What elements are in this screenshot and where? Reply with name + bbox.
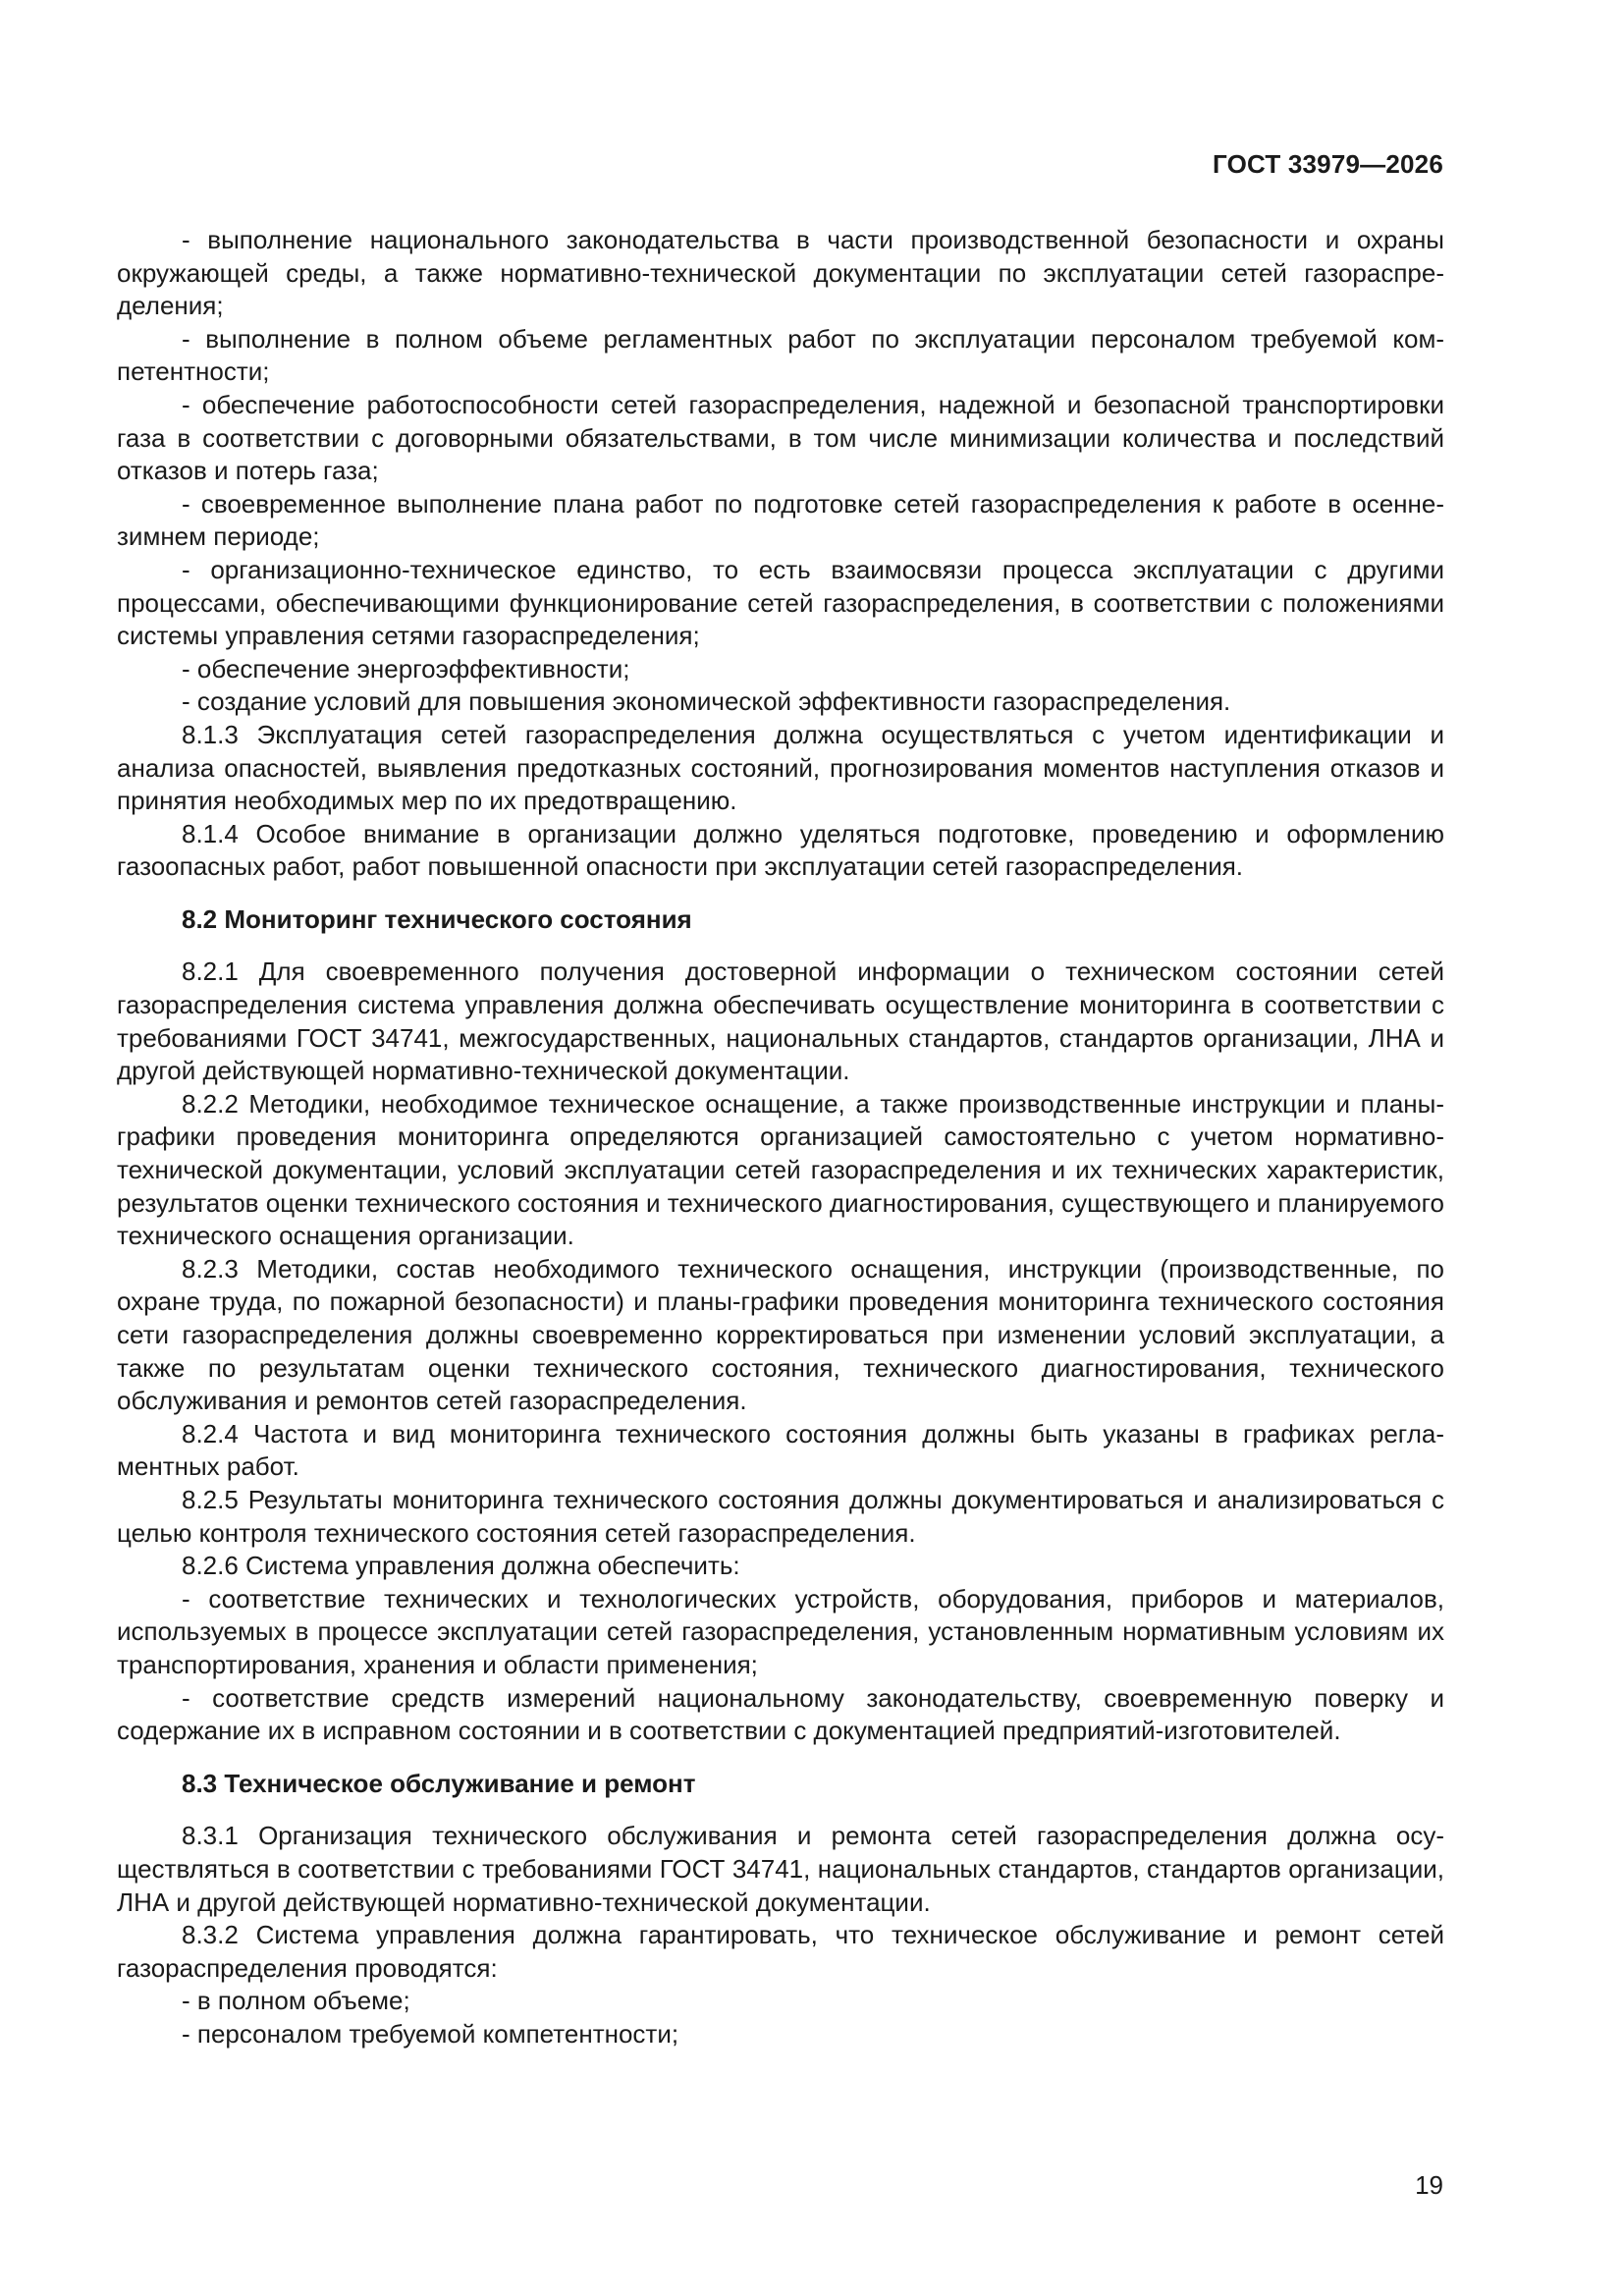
page-body [117, 224, 1444, 2050]
paragraph-8-2-1: 8.2.1 Для своевременного получения достоверной информации о техническом состоянии сетей газораспределения система управления должна обеспечивать осуществление мониторинга в соответствии с требованиями ГОСТ 34741, межгосударственных, национальных стандартов, стандартов организации, ЛНА и другой действующей нормативно-технической документации. [117, 957, 1444, 1086]
paragraph-8-1-3: 8.1.3 Эксплуатация сетей газораспределения должна осуществляться с учетом идентификации и анализа опасностей, выявления предотказных состояний, прогнозирования моментов наступления отказов и принятия необходимых мер по их предотвращению. [117, 719, 1444, 816]
paragraph-8-2-2: 8.2.2 Методики, необходимое техническое оснащение, а также производственные инструкции и планы-графики проведения мониторинга определяются организацией самостоятельно с учетом нормативно-технической документации, условий эксплуатации сетей газораспределения и их технических характеристик, результатов оценки технического состояния и технического диагностирования, существующего и планируемого технического оснащения организации. [117, 1088, 1444, 1251]
paragraph-8-3-2: 8.3.2 Система управления должна гарантировать, что техническое обслуживание и ремонт сетей газораспределения проводятся: [117, 1920, 1444, 1983]
paragraph-8-2-6: 8.2.6 Система управления должна обеспечить: [182, 1551, 740, 1581]
list-item: - создание условий для повышения экономической эффективности газораспределения. [182, 686, 1231, 717]
list-item: - соответствие средств измерений национальному законодательству, своевременную поверку и содержание их в исправном состоянии и в соответствии с документацией предприятий-изготовителей. [117, 1682, 1444, 1746]
list-item: - выполнение в полном объеме регламентных работ по эксплуатации персоналом требуемой компетентности; [117, 323, 1444, 387]
section-heading-8-3: 8.3 Техническое обслуживание и ремонт [182, 1768, 696, 1798]
list-item: - соответствие технических и технологических устройств, оборудования, приборов и материалов, используемых в процессе эксплуатации сетей газораспределения, установленным нормативным условиям их транспортирования, хранения и области применения; [117, 1583, 1444, 1679]
list-item: - организационно-техническое единство, то есть взаимосвязи процесса эксплуатации с другими процессами, обеспечивающими функционирование сетей газораспределения, в соответствии с положениями системы управления сетями газораспределения; [117, 554, 1444, 651]
paragraph-8-2-4: 8.2.4 Частота и вид мониторинга технического состояния должны быть указаны в графиках регламентных работ. [117, 1418, 1444, 1482]
list-item: - обеспечение энергоэффективности; [182, 653, 630, 683]
paragraph-8-2-5: 8.2.5 Результаты мониторинга технического состояния должны документироваться и анализироваться с целью контроля технического состояния сетей газораспределения. [117, 1484, 1444, 1548]
list-item: - выполнение национального законодательства в части производственной безопасности и охраны окружающей среды, а также нормативно-технической документации по эксплуатации сетей газораспределения; [117, 225, 1444, 321]
list-item: - в полном объеме; [182, 1986, 410, 2016]
page-number: 19 [1415, 2170, 1443, 2200]
paragraph-8-2-3: 8.2.3 Методики, состав необходимого технического оснащения, инструкции (производственные, по охране труда, по пожарной безопасности) и планы-графики проведения мониторинга технического состояния сети газораспределения должны своевременно корректироваться при изменении условий эксплуатации, а также по результатам оценки технического состояния, технического диагностирования, технического обслуживания и ремонтов сетей газораспределения. [117, 1253, 1444, 1416]
list-item: - персоналом требуемой компетентности; [182, 2018, 679, 2049]
section-heading-8-2: 8.2 Мониторинг технического состояния [182, 903, 692, 934]
list-item: - обеспечение работоспособности сетей газораспределения, надежной и безопасной транспортировки газа в соответствии с договорными обязательствами, в том числе минимизации количества и последствий отказов и потерь газа; [117, 389, 1444, 486]
paragraph-8-1-4: 8.1.4 Особое внимание в организации должно уделяться подготовке, проведению и оформлению газоопасных работ, работ повышенной опасности при эксплуатации сетей газораспределения. [117, 818, 1444, 882]
document-code: ГОСТ 33979—2026 [1213, 149, 1443, 179]
list-item: - своевременное выполнение плана работ по подготовке сетей газораспределения к работе в осенне-зимнем периоде; [117, 488, 1444, 552]
paragraph-8-3-1: 8.3.1 Организация технического обслуживания и ремонта сетей газораспределения должна осуществляться в соответствии с требованиями ГОСТ 34741, национальных стандартов, стандартов организации, ЛНА и другой действующей нормативно-технической документации. [117, 1821, 1444, 1917]
